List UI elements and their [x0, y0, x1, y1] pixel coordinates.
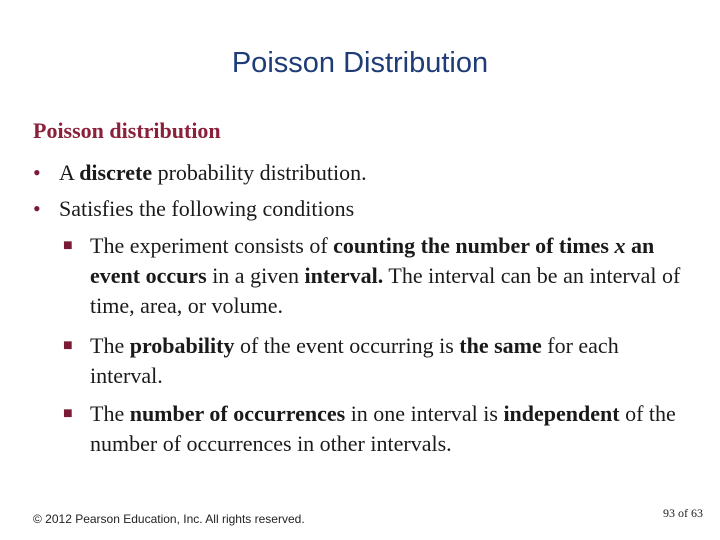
square-bullet-icon: ■ — [63, 337, 73, 354]
italic-run: x — [614, 233, 626, 258]
sub-bullet-occurrences — [63, 399, 683, 459]
bullet-text-bold: discrete — [79, 160, 153, 185]
bullet-conditions — [33, 194, 354, 224]
subheading: Poisson distribution — [33, 118, 221, 143]
page-number: 93 of 63 — [663, 506, 703, 520]
bullet-text: Satisfies the following conditions — [59, 196, 355, 221]
slide-title: Poisson Distribution — [231, 47, 489, 79]
bold-run: independent — [503, 401, 620, 426]
bullet-discrete — [33, 158, 367, 188]
text-run: The interval can be an interval of time, area, or volume. — [90, 263, 681, 318]
bold-run: number of occurrences — [129, 401, 346, 426]
bold-run: an event occurs — [90, 233, 655, 288]
text-run: in one interval is — [345, 401, 504, 426]
text-run: of the number of occurrences in other intervals. — [90, 401, 676, 456]
sub-bullet-text — [90, 231, 683, 321]
bullet-dot-icon: • — [33, 160, 41, 185]
square-bullet-icon: ■ — [63, 237, 73, 254]
text-run: in a given — [206, 263, 305, 288]
sub-bullet-counting — [63, 231, 683, 321]
bold-run: interval. — [304, 263, 384, 288]
text-run: The — [90, 333, 130, 358]
bold-run: probability — [129, 333, 235, 358]
bullet-text-post: probability distribution. — [152, 160, 367, 185]
text-run: for each interval. — [90, 333, 619, 388]
bold-run: counting the number of times — [333, 233, 615, 258]
text-run: The experiment consists of — [90, 233, 334, 258]
sub-bullet-probability — [63, 331, 683, 391]
bullet-text-pre: A — [59, 160, 80, 185]
copyright-footer: © 2012 Pearson Education, Inc. All rights reserved. — [33, 512, 305, 526]
text-run: of the event occurring is — [234, 333, 460, 358]
text-run: The — [90, 401, 130, 426]
square-bullet-icon: ■ — [63, 405, 73, 422]
bold-run: the same — [459, 333, 542, 358]
sub-bullet-text — [90, 399, 683, 459]
sub-bullet-text — [90, 331, 683, 391]
bullet-dot-icon: • — [33, 196, 41, 221]
